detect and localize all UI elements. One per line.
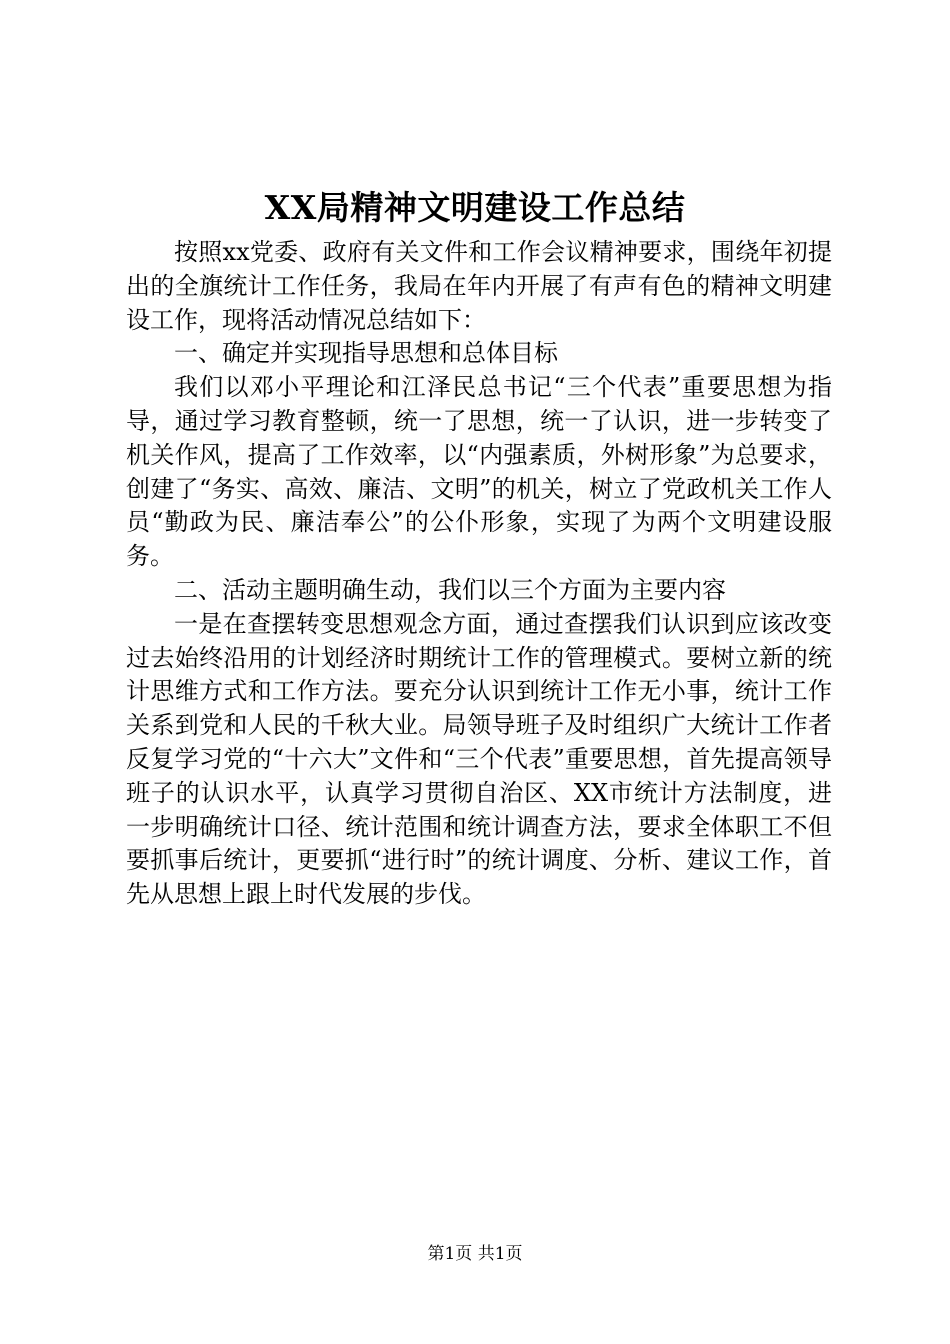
intro-paragraph: 按照xx党委、政府有关文件和工作会议精神要求，围绕年初提出的全旗统计工作任务，我局在年内开展了有声有色的精神文明建设工作，现将活动情况总结如下： [126, 238, 832, 334]
page-number: 第1页 [427, 1244, 473, 1264]
document-body [126, 236, 832, 912]
page-footer [0, 1242, 950, 1266]
document-title: XX局精神文明建设工作总结 [264, 188, 686, 227]
section-1-paragraph: 我们以邓小平理论和江泽民总书记“三个代表”重要思想为指导，通过学习教育整顿，统一了思想，统一了认识，进一步转变了机关作风，提高了工作效率，以“内强素质，外树形象”为总要求，创建了“务实、高效、廉洁、文明”的机关，树立了党政机关工作人员“勤政为民、廉洁奉公”的公仆形象，实现了为两个文明建设服务。 [126, 373, 832, 571]
section-2-paragraph: 一是在查摆转变思想观念方面，通过查摆我们认识到应该改变过去始终沿用的计划经济时期统计工作的管理模式。要树立新的统计思维方式和工作方法。要充分认识到统计工作无小事，统计工作关系到党和人民的千秋大业。局领导班子及时组织广大统计工作者反复学习党的“十六大”文件和“三个代表”重要思想，首先提高领导班子的认识水平，认真学习贯彻自治区、XX市统计方法制度，进一步明确统计口径、统计范围和统计调查方法，要求全体职工不但要抓事后统计，更要抓“进行时”的统计调度、分析、建议工作，首先从思想上跟上时代发展的步伐。 [126, 609, 832, 909]
page-total: 共1页 [477, 1244, 523, 1264]
section-heading-2: 二、活动主题明确生动，我们以三个方面为主要内容 [174, 575, 726, 604]
section-heading-1: 一、确定并实现指导思想和总体目标 [174, 339, 558, 368]
